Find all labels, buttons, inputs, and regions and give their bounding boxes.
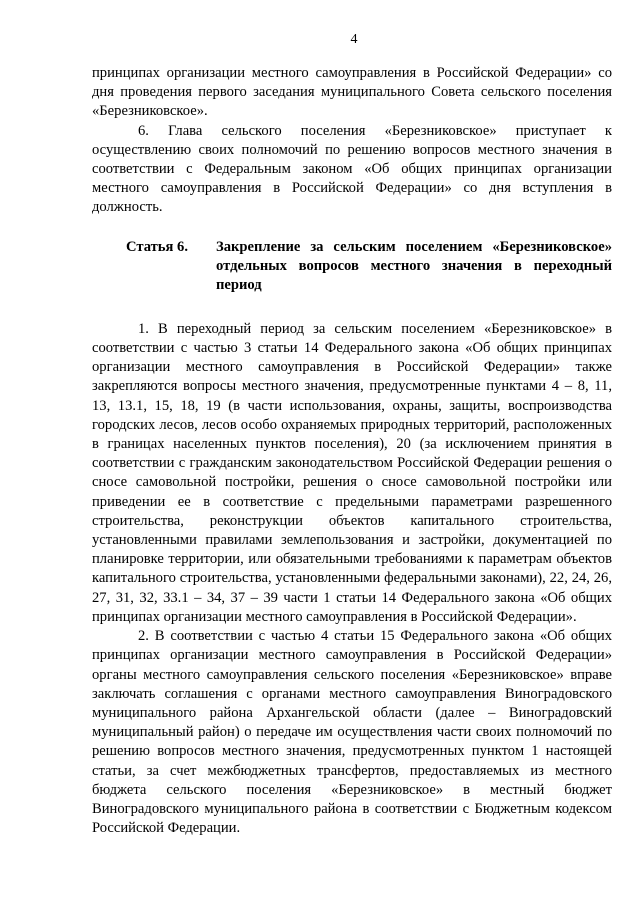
article-6-paragraph-1: 1. В переходный период за сельским поселением «Березниковское» в соответствии с частью 3 статьи 14 Федерального закона «Об общих принципах организации местного самоуправления в Российской Федерации» также закрепляются вопросы местного значения, предусмотренные пунктами 4 – 8, 11, 13, 13.1, 15, 18, 19 (в части использования, охраны, защиты, воспроизводства городских лесов, лесов особо охраняемых природных территорий, расположенных в границах населенных пунктов поселения), 20 (за исключением принятия в соответствии с гражданским законодательством Российской Федерации решения о сносе самовольной постройки, решения о сносе самовольной постройки или приведении ее в соответствие с предельными параметрами разрешенного строительства, реконструкции объектов капитального строительства, установленными правилами землепользования и застройки, документацией по планировке территории, или обязательными требованиями к параметрам объектов капитального строительства, установленными федеральными законами), 22, 24, 26, 27, 31, 32, 33.1 – 34, 37 – 39 части 1 статьи 14 Федерального закона «Об общих принципах организации местного самоуправления в Российской Федерации». bbox=[92, 320, 612, 625]
document-page bbox=[92, 32, 612, 838]
page-number: 4 bbox=[350, 32, 358, 47]
intro-continuation: принципах организации местного самоуправления в Российской Федерации» со дня проведения первого заседания муниципального Совета сельского поселения «Березниковское». bbox=[92, 65, 612, 120]
article-title: Закрепление за сельским поселением «Березниковское» отдельных вопросов местного значения в переходный период bbox=[216, 238, 612, 294]
article-6-paragraph-2: 2. В соответствии с частью 4 статьи 15 Федерального закона «Об общих принципах организации местного самоуправления в Российской Федерации» органы местного самоуправления сельского поселения «Березниковское» вправе заключать соглашения с органами местного самоуправления Виноградовского муниципального района Архангельской области (далее – Виноградовский муниципальный район) о передаче им осуществления части своих полномочий по решению вопросов местного значения, предусмотренных пунктом 1 настоящей статьи, за счет межбюджетных трансфертов, предоставляемых из местного бюджета сельского поселения «Березниковское» в местный бюджет Виноградовского муниципального района в соответствии с Бюджетным кодексом Российской Федерации. bbox=[92, 628, 612, 837]
item-6-paragraph: 6. Глава сельского поселения «Березниковское» приступает к осуществлению своих полномочий по решению вопросов местного значения в соответствии с Федеральным законом «Об общих принципах организации местного самоуправления в Российской Федерации» со дня вступления в должность. bbox=[92, 122, 612, 216]
article-label: Статья 6. bbox=[126, 238, 188, 255]
article-6-heading bbox=[92, 238, 612, 296]
